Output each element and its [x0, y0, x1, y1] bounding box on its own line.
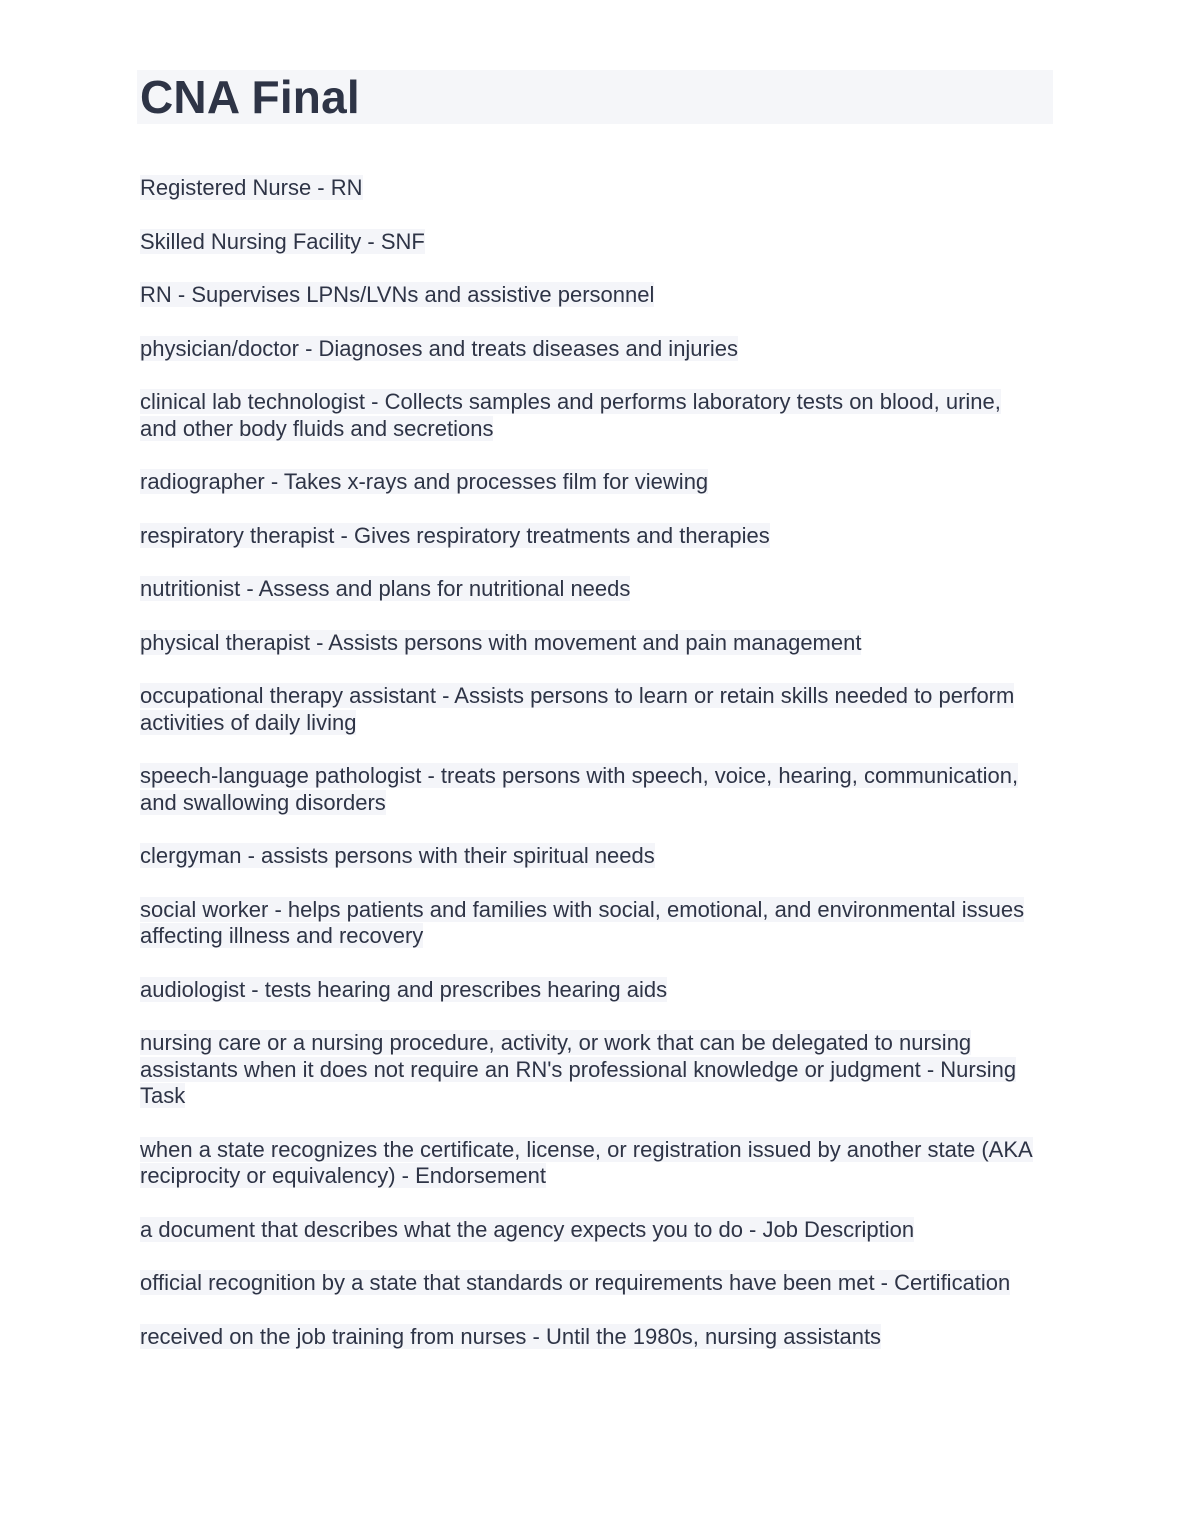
- list-item: [140, 1137, 1040, 1190]
- entry-text: RN - Supervises LPNs/LVNs and assistive personnel: [140, 282, 655, 307]
- document-page: [137, 70, 1053, 1349]
- entry-text: Skilled Nursing Facility - SNF: [140, 228, 425, 254]
- page-title: CNA Final: [140, 71, 360, 123]
- list-item: [140, 282, 1040, 309]
- list-item: [140, 469, 1040, 496]
- list-item: [140, 683, 1040, 736]
- entry-text: audiologist - tests hearing and prescribes hearing aids: [140, 976, 668, 1002]
- entry-text: respiratory therapist - Gives respiratory treatments and therapies: [140, 522, 770, 548]
- entry-text: clinical lab technologist - Collects samples and performs laboratory tests on blood, urine, and other body fluids and secretions: [140, 389, 1001, 441]
- entry-text: nursing care or a nursing procedure, activity, or work that can be delegated to nursing assistants when it does not require an RN's professional knowledge or judgment - Nursing Task: [140, 1030, 1017, 1108]
- list-item: [140, 763, 1040, 816]
- entry-text: official recognition by a state that standards or requirements have been met - Certification: [140, 1270, 1011, 1295]
- list-item: [140, 229, 1040, 256]
- list-item: [140, 1030, 1040, 1110]
- list-item: [140, 576, 1040, 603]
- entry-text: speech-language pathologist - treats persons with speech, voice, hearing, communication, and swallowing disorders: [140, 763, 1019, 815]
- list-item: [140, 1217, 1040, 1244]
- list-item: [140, 630, 1040, 657]
- list-item: [140, 523, 1040, 550]
- list-item: [140, 389, 1040, 442]
- entry-text: occupational therapy assistant - Assists persons to learn or retain skills needed to perform activities of daily living: [140, 683, 1015, 735]
- list-item: [140, 175, 1040, 202]
- list-item: [140, 977, 1040, 1004]
- list-item: [140, 897, 1040, 950]
- entry-text: radiographer - Takes x-rays and processes film for viewing: [140, 469, 709, 494]
- entry-text: physician/doctor - Diagnoses and treats diseases and injuries: [140, 335, 738, 361]
- entry-text: a document that describes what the agency expects you to do - Job Description: [140, 1216, 915, 1242]
- entry-text: Registered Nurse - RN: [140, 175, 363, 200]
- list-item: [140, 1270, 1040, 1297]
- entry-text: when a state recognizes the certificate, license, or registration issued by another state (AKA reciprocity or equivalency) - Endorsement: [140, 1136, 1033, 1188]
- entry-text: received on the job training from nurses - Until the 1980s, nursing assistants: [140, 1323, 882, 1349]
- entry-text: social worker - helps patients and families with social, emotional, and environmental issues affecting illness and recovery: [140, 896, 1025, 948]
- list-item: [140, 336, 1040, 363]
- list-item: [140, 843, 1040, 870]
- list-item: [140, 1324, 1040, 1351]
- title-bar: [137, 70, 1053, 124]
- entry-text: nutritionist - Assess and plans for nutritional needs: [140, 576, 631, 601]
- entry-text: clergyman - assists persons with their spiritual needs: [140, 843, 655, 868]
- flashcard-list: [140, 175, 1040, 1377]
- entry-text: physical therapist - Assists persons with movement and pain management: [140, 629, 862, 655]
